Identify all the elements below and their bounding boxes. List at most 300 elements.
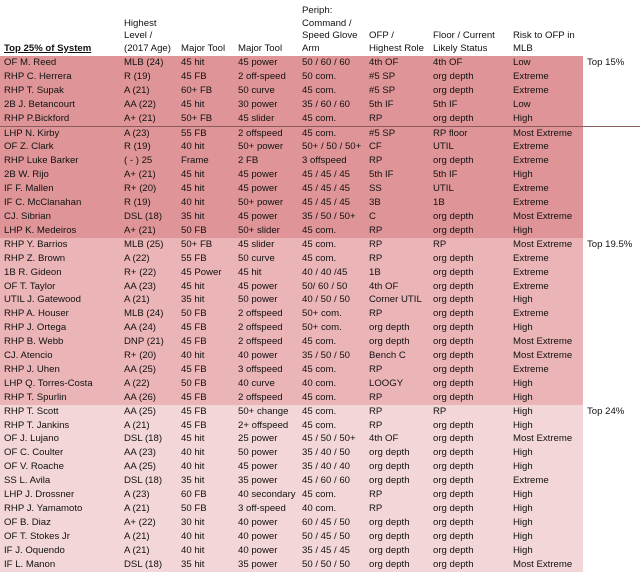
tier-label xyxy=(583,210,640,224)
cell-ofp: org depth xyxy=(365,460,429,474)
cell-level: R+ (20) xyxy=(120,182,177,196)
cell-periph: 35 / 40 / 50 xyxy=(298,446,365,460)
cell-risk: High xyxy=(509,293,583,307)
cell-tool-2: 40 power xyxy=(234,349,298,363)
cell-ofp: RP xyxy=(365,224,429,238)
cell-level: DNP (21) xyxy=(120,335,177,349)
cell-risk: High xyxy=(509,112,583,126)
cell-floor: org depth xyxy=(429,502,509,516)
cell-periph: 45 com. xyxy=(298,405,365,419)
cell-ofp: 3B xyxy=(365,196,429,210)
cell-floor: org depth xyxy=(429,432,509,446)
cell-player: OF M. Reed xyxy=(0,56,120,70)
cell-tool-2: 45 hit xyxy=(234,266,298,280)
table-row xyxy=(0,488,640,502)
cell-ofp: 1B xyxy=(365,266,429,280)
cell-risk: Most Extreme xyxy=(509,238,583,252)
header-ofp: OFP / Highest Role xyxy=(365,0,429,56)
cell-floor: 5th IF xyxy=(429,98,509,112)
cell-floor: org depth xyxy=(429,419,509,433)
cell-ofp: 4th OF xyxy=(365,280,429,294)
tier-label xyxy=(583,98,640,112)
cell-tool-2: 50 curve xyxy=(234,84,298,98)
cell-player: RHP A. Houser xyxy=(0,307,120,321)
tier-label xyxy=(583,140,640,154)
cell-tool-2: 50+ change xyxy=(234,405,298,419)
cell-level: A+ (21) xyxy=(120,224,177,238)
table-row xyxy=(0,558,640,572)
tier-label xyxy=(583,293,640,307)
cell-tool-1: 45 hit xyxy=(177,432,234,446)
cell-level: A+ (21) xyxy=(120,168,177,182)
tier-label xyxy=(583,196,640,210)
cell-periph: 35 / 50 / 50 xyxy=(298,349,365,363)
header-player: Top 25% of System xyxy=(0,0,120,56)
cell-tool-1: 50+ FB xyxy=(177,112,234,126)
cell-floor: 4th OF xyxy=(429,56,509,70)
cell-ofp: Bench C xyxy=(365,349,429,363)
cell-ofp: org depth xyxy=(365,474,429,488)
cell-risk: High xyxy=(509,321,583,335)
cell-tool-1: 45 hit xyxy=(177,98,234,112)
cell-tool-2: 2 offspeed xyxy=(234,335,298,349)
cell-periph: 45 com. xyxy=(298,363,365,377)
cell-periph: 50/ 60 / 50 xyxy=(298,280,365,294)
cell-tool-2: 40 secondary xyxy=(234,488,298,502)
cell-ofp: RP xyxy=(365,307,429,321)
cell-tool-1: 35 hit xyxy=(177,293,234,307)
cell-floor: 1B xyxy=(429,196,509,210)
table-row xyxy=(0,210,640,224)
cell-level: A (21) xyxy=(120,544,177,558)
cell-tool-1: 50+ FB xyxy=(177,238,234,252)
cell-tool-2: 50 curve xyxy=(234,252,298,266)
table-row xyxy=(0,56,640,70)
cell-tool-1: 40 hit xyxy=(177,446,234,460)
cell-tool-1: 40 hit xyxy=(177,349,234,363)
table-row xyxy=(0,530,640,544)
cell-player: OF J. Lujano xyxy=(0,432,120,446)
cell-player: LHP Q. Torres-Costa xyxy=(0,377,120,391)
cell-floor: org depth xyxy=(429,210,509,224)
tier-label xyxy=(583,321,640,335)
cell-level: A (21) xyxy=(120,530,177,544)
cell-ofp: RP xyxy=(365,112,429,126)
cell-risk: Extreme xyxy=(509,182,583,196)
cell-tool-2: 40 power xyxy=(234,530,298,544)
cell-level: AA (25) xyxy=(120,405,177,419)
cell-floor: org depth xyxy=(429,321,509,335)
cell-level: AA (25) xyxy=(120,460,177,474)
tier-label xyxy=(583,446,640,460)
cell-periph: 60 / 45 / 50 xyxy=(298,516,365,530)
cell-ofp: 4th OF xyxy=(365,432,429,446)
cell-floor: org depth xyxy=(429,516,509,530)
cell-player: OF Z. Clark xyxy=(0,140,120,154)
cell-level: MLB (24) xyxy=(120,307,177,321)
cell-floor: org depth xyxy=(429,558,509,572)
cell-risk: Most Extreme xyxy=(509,126,583,140)
cell-level: A (21) xyxy=(120,293,177,307)
cell-tool-1: 40 hit xyxy=(177,530,234,544)
cell-player: OF B. Diaz xyxy=(0,516,120,530)
cell-risk: Most Extreme xyxy=(509,558,583,572)
cell-floor: org depth xyxy=(429,252,509,266)
cell-player: RHP Y. Barrios xyxy=(0,238,120,252)
cell-tool-1: 50 FB xyxy=(177,224,234,238)
tier-label xyxy=(583,70,640,84)
cell-tool-2: 45 slider xyxy=(234,112,298,126)
cell-level: AA (23) xyxy=(120,280,177,294)
cell-tool-2: 45 power xyxy=(234,56,298,70)
cell-floor: org depth xyxy=(429,293,509,307)
tier-label xyxy=(583,335,640,349)
cell-player: RHP Z. Brown xyxy=(0,252,120,266)
cell-tool-2: 45 slider xyxy=(234,238,298,252)
cell-tool-2: 50+ slider xyxy=(234,224,298,238)
cell-ofp: org depth xyxy=(365,544,429,558)
cell-ofp: RP xyxy=(365,502,429,516)
cell-tool-2: 35 power xyxy=(234,474,298,488)
cell-periph: 45 com. xyxy=(298,391,365,405)
cell-ofp: Corner UTIL xyxy=(365,293,429,307)
table-row xyxy=(0,405,640,419)
cell-tool-2: 45 power xyxy=(234,460,298,474)
cell-floor: org depth xyxy=(429,446,509,460)
cell-level: DSL (18) xyxy=(120,474,177,488)
cell-level: AA (24) xyxy=(120,321,177,335)
cell-floor: org depth xyxy=(429,84,509,98)
cell-tool-1: 45 FB xyxy=(177,363,234,377)
table-row xyxy=(0,432,640,446)
cell-ofp: RP xyxy=(365,391,429,405)
cell-periph: 45 com. xyxy=(298,224,365,238)
cell-floor: org depth xyxy=(429,544,509,558)
cell-tool-2: 45 power xyxy=(234,168,298,182)
cell-periph: 45 com. xyxy=(298,112,365,126)
cell-ofp: org depth xyxy=(365,516,429,530)
table-row xyxy=(0,224,640,238)
cell-risk: High xyxy=(509,516,583,530)
cell-risk: High xyxy=(509,224,583,238)
cell-tool-1: 45 hit xyxy=(177,280,234,294)
cell-player: CJ. Sibrian xyxy=(0,210,120,224)
cell-level: MLB (25) xyxy=(120,238,177,252)
cell-periph: 50 / 45 / 50 xyxy=(298,530,365,544)
tier-label xyxy=(583,126,640,140)
cell-tool-2: 45 power xyxy=(234,210,298,224)
table-row xyxy=(0,252,640,266)
cell-tool-1: 35 hit xyxy=(177,558,234,572)
cell-player: LHP K. Medeiros xyxy=(0,224,120,238)
tier-label xyxy=(583,544,640,558)
cell-risk: Extreme xyxy=(509,70,583,84)
cell-risk: Most Extreme xyxy=(509,210,583,224)
cell-periph: 35 / 50 / 50+ xyxy=(298,210,365,224)
cell-periph: 45 com. xyxy=(298,84,365,98)
cell-periph: 50 com. xyxy=(298,70,365,84)
header-tool-1: Major Tool xyxy=(177,0,234,56)
cell-ofp: 4th OF xyxy=(365,56,429,70)
cell-player: RHP J. Yamamoto xyxy=(0,502,120,516)
tier-label xyxy=(583,391,640,405)
table-row xyxy=(0,154,640,168)
cell-risk: High xyxy=(509,168,583,182)
cell-tool-1: 50 FB xyxy=(177,307,234,321)
cell-tool-1: 40 hit xyxy=(177,140,234,154)
cell-risk: High xyxy=(509,391,583,405)
table-row xyxy=(0,307,640,321)
cell-periph: 45 com. xyxy=(298,419,365,433)
cell-periph: 50 / 60 / 60 xyxy=(298,56,365,70)
cell-ofp: RP xyxy=(365,363,429,377)
cell-ofp: C xyxy=(365,210,429,224)
cell-tool-1: 45 Power xyxy=(177,266,234,280)
cell-floor: org depth xyxy=(429,460,509,474)
cell-tool-1: 60 FB xyxy=(177,488,234,502)
cell-periph: 50+ com. xyxy=(298,307,365,321)
tier-label xyxy=(583,307,640,321)
tier-label xyxy=(583,182,640,196)
cell-tool-1: 45 FB xyxy=(177,391,234,405)
cell-risk: Low xyxy=(509,98,583,112)
cell-periph: 40 / 40 /45 xyxy=(298,266,365,280)
cell-tool-1: 45 hit xyxy=(177,182,234,196)
cell-floor: org depth xyxy=(429,112,509,126)
cell-tool-1: 40 hit xyxy=(177,544,234,558)
table-row xyxy=(0,377,640,391)
cell-risk: High xyxy=(509,502,583,516)
cell-tool-2: 45 power xyxy=(234,182,298,196)
cell-floor: org depth xyxy=(429,377,509,391)
cell-risk: High xyxy=(509,377,583,391)
cell-level: AA (22) xyxy=(120,98,177,112)
header-floor: Floor / Current Likely Status xyxy=(429,0,509,56)
cell-floor: org depth xyxy=(429,154,509,168)
tier-label xyxy=(583,488,640,502)
tier-label: Top 24% xyxy=(583,405,640,419)
cell-risk: Extreme xyxy=(509,196,583,210)
cell-periph: 45 com. xyxy=(298,238,365,252)
cell-periph: 40 / 50 / 50 xyxy=(298,293,365,307)
cell-floor: org depth xyxy=(429,70,509,84)
tier-label: Top 15% xyxy=(583,56,640,70)
cell-tool-1: 45 hit xyxy=(177,168,234,182)
cell-level: A (23) xyxy=(120,488,177,502)
cell-ofp: org depth xyxy=(365,335,429,349)
cell-risk: Extreme xyxy=(509,154,583,168)
cell-floor: org depth xyxy=(429,474,509,488)
cell-risk: Extreme xyxy=(509,363,583,377)
cell-floor: org depth xyxy=(429,488,509,502)
cell-level: AA (25) xyxy=(120,363,177,377)
tier-label xyxy=(583,266,640,280)
cell-player: RHP T. Supak xyxy=(0,84,120,98)
table-row xyxy=(0,349,640,363)
cell-player: 2B J. Betancourt xyxy=(0,98,120,112)
cell-risk: Extreme xyxy=(509,474,583,488)
cell-periph: 50+ com. xyxy=(298,321,365,335)
cell-tool-2: 2 offspeed xyxy=(234,391,298,405)
cell-risk: Extreme xyxy=(509,266,583,280)
cell-periph: 45 com. xyxy=(298,252,365,266)
tier-label xyxy=(583,112,640,126)
cell-level: R (19) xyxy=(120,140,177,154)
table-row xyxy=(0,98,640,112)
cell-player: IF C. McClanahan xyxy=(0,196,120,210)
tier-label xyxy=(583,280,640,294)
cell-ofp: org depth xyxy=(365,558,429,572)
table-row xyxy=(0,363,640,377)
tier-label xyxy=(583,349,640,363)
cell-ofp: RP xyxy=(365,154,429,168)
cell-ofp: SS xyxy=(365,182,429,196)
cell-player: RHP T. Jankins xyxy=(0,419,120,433)
cell-tool-1: 45 FB xyxy=(177,335,234,349)
cell-ofp: org depth xyxy=(365,530,429,544)
table-row xyxy=(0,335,640,349)
cell-floor: UTIL xyxy=(429,140,509,154)
cell-tool-2: 3 offspeed xyxy=(234,363,298,377)
cell-periph: 45 com. xyxy=(298,335,365,349)
table-row xyxy=(0,112,640,126)
cell-player: 2B W. Rijo xyxy=(0,168,120,182)
cell-level: DSL (18) xyxy=(120,432,177,446)
cell-periph: 40 com. xyxy=(298,377,365,391)
cell-risk: Most Extreme xyxy=(509,432,583,446)
cell-player: CJ. Atencio xyxy=(0,349,120,363)
cell-player: UTIL J. Gatewood xyxy=(0,293,120,307)
cell-periph: 35 / 40 / 40 xyxy=(298,460,365,474)
tier-label xyxy=(583,252,640,266)
cell-ofp: org depth xyxy=(365,446,429,460)
cell-risk: High xyxy=(509,446,583,460)
cell-level: A (21) xyxy=(120,502,177,516)
cell-player: OF T. Stokes Jr xyxy=(0,530,120,544)
cell-periph: 50 / 50 / 50 xyxy=(298,558,365,572)
cell-ofp: 5th IF xyxy=(365,98,429,112)
cell-level: R+ (22) xyxy=(120,266,177,280)
table-row xyxy=(0,516,640,530)
cell-level: A (21) xyxy=(120,419,177,433)
cell-floor: org depth xyxy=(429,224,509,238)
cell-player: LHP N. Kirby xyxy=(0,126,120,140)
cell-tool-2: 50 power xyxy=(234,293,298,307)
cell-tool-1: 35 hit xyxy=(177,210,234,224)
cell-floor: org depth xyxy=(429,530,509,544)
cell-periph: 45 / 60 / 60 xyxy=(298,474,365,488)
cell-periph: 45 com. xyxy=(298,488,365,502)
cell-tool-2: 3 off-speed xyxy=(234,502,298,516)
table-row xyxy=(0,502,640,516)
tier-label xyxy=(583,516,640,530)
cell-player: RHP Luke Barker xyxy=(0,154,120,168)
cell-level: A (22) xyxy=(120,252,177,266)
header-tier xyxy=(583,0,640,56)
cell-risk: Extreme xyxy=(509,280,583,294)
tier-label xyxy=(583,168,640,182)
cell-tool-1: 60+ FB xyxy=(177,84,234,98)
table-row xyxy=(0,196,640,210)
tier-label xyxy=(583,558,640,572)
cell-periph: 45 / 45 / 45 xyxy=(298,182,365,196)
cell-floor: org depth xyxy=(429,335,509,349)
table-row xyxy=(0,446,640,460)
cell-floor: RP xyxy=(429,238,509,252)
cell-tool-2: 2 offspeed xyxy=(234,321,298,335)
cell-tool-2: 50+ power xyxy=(234,196,298,210)
cell-risk: Extreme xyxy=(509,307,583,321)
cell-ofp: 5th IF xyxy=(365,168,429,182)
cell-level: AA (26) xyxy=(120,391,177,405)
cell-level: AA (23) xyxy=(120,446,177,460)
cell-risk: High xyxy=(509,488,583,502)
table-row xyxy=(0,140,640,154)
cell-periph: 45 / 50 / 50+ xyxy=(298,432,365,446)
table-row xyxy=(0,544,640,558)
table-row xyxy=(0,293,640,307)
cell-tool-2: 45 power xyxy=(234,280,298,294)
header-level: Highest Level / (2017 Age) xyxy=(120,0,177,56)
cell-ofp: #5 SP xyxy=(365,70,429,84)
cell-level: R (19) xyxy=(120,196,177,210)
cell-player: SS L. Avila xyxy=(0,474,120,488)
table-row xyxy=(0,460,640,474)
cell-risk: Most Extreme xyxy=(509,349,583,363)
cell-player: RHP P.Bickford xyxy=(0,112,120,126)
cell-tool-1: 55 FB xyxy=(177,252,234,266)
cell-tool-2: 40 power xyxy=(234,544,298,558)
table-row xyxy=(0,168,640,182)
cell-level: A+ (22) xyxy=(120,516,177,530)
cell-floor: RP xyxy=(429,405,509,419)
cell-tool-1: 50 FB xyxy=(177,377,234,391)
cell-level: R+ (20) xyxy=(120,349,177,363)
cell-risk: High xyxy=(509,460,583,474)
cell-player: LHP J. Drossner xyxy=(0,488,120,502)
cell-tool-1: 45 FB xyxy=(177,321,234,335)
cell-tool-2: 2 offspeed xyxy=(234,307,298,321)
cell-risk: Extreme xyxy=(509,252,583,266)
cell-tool-1: 40 hit xyxy=(177,196,234,210)
table-row xyxy=(0,321,640,335)
cell-tool-2: 50 power xyxy=(234,446,298,460)
cell-floor: org depth xyxy=(429,391,509,405)
cell-floor: UTIL xyxy=(429,182,509,196)
cell-risk: High xyxy=(509,530,583,544)
cell-floor: org depth xyxy=(429,280,509,294)
header-tool-2: Major Tool xyxy=(234,0,298,56)
cell-player: RHP J. Ortega xyxy=(0,321,120,335)
table-row xyxy=(0,474,640,488)
tier-label xyxy=(583,84,640,98)
cell-risk: Low xyxy=(509,56,583,70)
cell-player: OF C. Coulter xyxy=(0,446,120,460)
tier-label xyxy=(583,419,640,433)
cell-risk: Most Extreme xyxy=(509,335,583,349)
tier-label xyxy=(583,363,640,377)
tier-label xyxy=(583,460,640,474)
table-row xyxy=(0,126,640,140)
cell-level: A (22) xyxy=(120,377,177,391)
cell-tool-2: 40 power xyxy=(234,516,298,530)
cell-periph: 35 / 45 / 45 xyxy=(298,544,365,558)
cell-periph: 45 / 45 / 45 xyxy=(298,196,365,210)
tier-label: Top 19.5% xyxy=(583,238,640,252)
cell-ofp: RP xyxy=(365,405,429,419)
cell-ofp: org depth xyxy=(365,321,429,335)
table-row xyxy=(0,70,640,84)
